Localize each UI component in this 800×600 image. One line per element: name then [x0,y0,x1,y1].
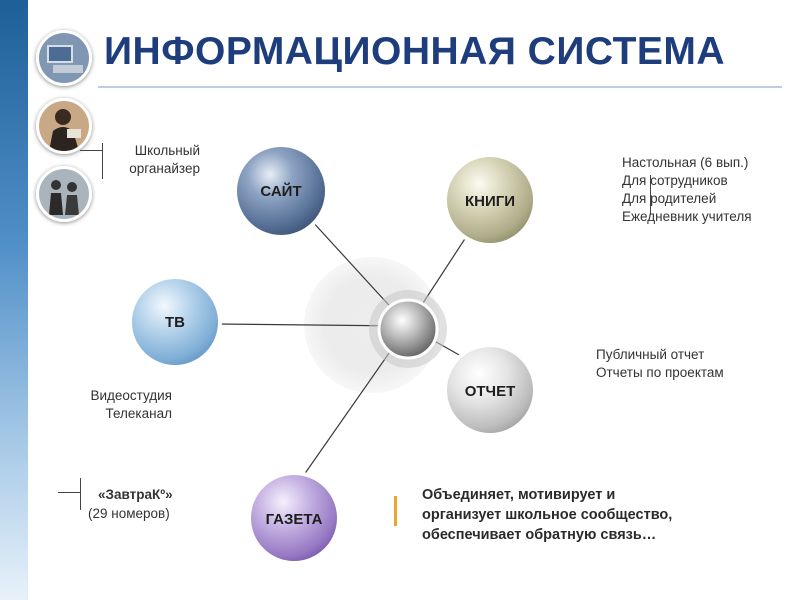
newspaper-note-line: (29 номеров) [88,506,170,521]
node-books [445,155,535,245]
node-tv-label: ТВ [165,314,185,331]
books-note-line: Ежедневник учителя [622,209,752,224]
books-note-line: Для родителей [622,191,717,206]
tv-note-line: Телеканал [105,406,172,421]
page-title: ИНФОРМАЦИОННАЯ СИСТЕМА [104,30,726,73]
report-note-line: Публичный отчет [596,347,705,362]
books-notes [622,154,752,226]
site-note-line: Школьный [134,143,200,158]
node-tv [130,277,220,367]
books-note-line: Настольная (6 вып.) [622,155,749,170]
tv-note-line: Видеостудия [90,388,172,403]
summary-text: Объединяет, мотивирует и организует школьное сообщество, обеспечивает обратную связь… [422,487,673,543]
site-notes-tick [80,150,102,151]
newspaper-notes [88,485,173,523]
newspaper-notes-tick [58,492,80,493]
tv-notes [60,387,172,423]
node-books-label: КНИГИ [464,193,516,210]
report-notes [596,346,724,382]
newspaper-notes-bracket [80,478,81,510]
center-hub [379,300,437,358]
newspaper-note-title: «ЗавтраКº» [98,487,173,502]
node-site [235,145,327,237]
site-notes [108,142,200,178]
site-note-line: органайзер [129,161,200,176]
books-note-line: Для сотрудников [622,173,728,188]
node-newspaper [249,473,339,563]
node-report-label: ОТЧЕТ [464,383,516,400]
node-report [445,345,535,435]
site-notes-bracket [102,143,103,179]
summary-accent-mark [394,496,397,526]
node-site-label: САЙТ [260,183,302,200]
report-note-line: Отчеты по проектам [596,365,724,380]
node-newspaper-label: ГАЗЕТА [265,511,323,528]
